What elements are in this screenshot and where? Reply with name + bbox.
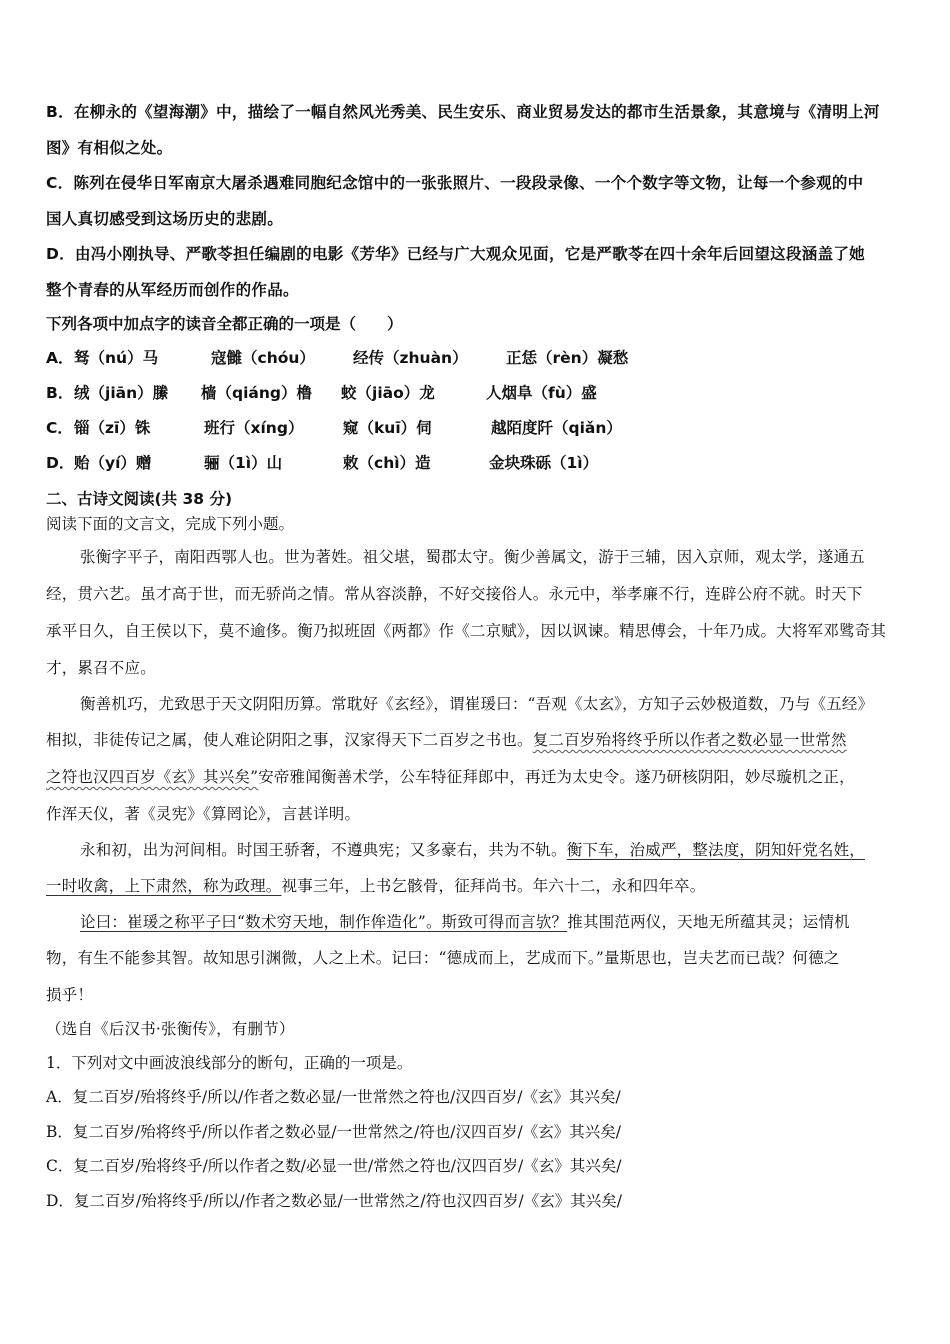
q2-c-item2: 班行（xíng） xyxy=(204,419,304,437)
q2-stem: 下列各项中加点字的读音全都正确的一项是（ ） xyxy=(46,315,403,333)
question1-stem: 1．下列对文中画波浪线部分的断句，正确的一项是。 xyxy=(46,1054,413,1072)
passage-p1-line3: 承平日久，自王侯以下，莫不逾侈。衡乃拟班固《两都》作《二京赋》，因以讽谏。精思傅会，十年乃成。大将军邓骘奇其 xyxy=(46,622,887,640)
q2-b-item1: 绒（jiān）縢 xyxy=(74,384,169,402)
passage-p4-line3: 损乎！ xyxy=(46,986,94,1004)
passage-p2-line1: 衡善机巧，尤致思于天文阴阳历算。常耽好《玄经》，谓崔瑗曰：“吾观《太玄》，方知子云妙极道数，乃与《五经》 xyxy=(80,695,874,713)
passage-p3-line1 xyxy=(80,832,865,868)
wavy-underline-segment-2: 之符也汉四百岁《玄》其兴矣” xyxy=(46,768,259,786)
q2-row-d xyxy=(46,445,906,481)
q2-a-item1: 驽（nú）马 xyxy=(74,349,159,367)
q2-b-label: B． xyxy=(46,384,74,402)
passage-p1-line4: 才，累召不应。 xyxy=(46,659,156,677)
passage-p2-line3 xyxy=(46,759,855,795)
passage-p1-line1: 张衡字平子，南阳西鄂人也。世为著姓。祖父堪，蜀郡太守。衡少善属文，游于三辅，因入京师，观太学，遂通五 xyxy=(80,548,866,566)
wavy-underline-segment-1: 复二百岁殆将终乎所以作者之数必显一世常然 xyxy=(532,731,847,749)
passage-p2-line4: 作浑天仪，著《灵宪》《算罔论》，言甚详明。 xyxy=(46,805,361,823)
passage-p3-line2 xyxy=(46,868,705,904)
q2-a-item2: 寇雠（chóu） xyxy=(211,349,315,367)
option-d-line1: D．由冯小刚执导、严歌苓担任编剧的电影《芳华》已经与广大观众见面，它是严歌苓在四十余年后回望这段涵盖了她 xyxy=(46,245,865,263)
passage-p3-line2-plain: 视事三年，上书乞骸骨，征拜尚书。年六十二，永和四年卒。 xyxy=(281,877,706,895)
option-c-line2: 国人真切感受到这场历史的悲剧。 xyxy=(46,210,284,228)
q2-a-item3: 经传（zhuàn） xyxy=(353,349,468,367)
section-heading: 二、古诗文阅读(共 38 分) xyxy=(46,490,233,508)
q2-c-item1: 锱（zī）铢 xyxy=(74,419,151,437)
q2-c-item4: 越陌度阡（qiǎn） xyxy=(491,419,622,437)
passage-p4-line1 xyxy=(80,904,850,940)
passage-p1-line2: 经，贯六艺。虽才高于世，而无骄尚之情。常从容淡静，不好交接俗人。永元中，举孝廉不行，连辟公府不就。时天下 xyxy=(46,585,863,603)
section-instruction: 阅读下面的文言文，完成下列小题。 xyxy=(46,515,295,533)
q2-d-item3: 敕（chì）造 xyxy=(343,454,431,472)
q2-b-item3: 蛟（jiāo）龙 xyxy=(341,384,435,402)
q2-a-label: A． xyxy=(46,349,74,367)
passage-p4-line2: 物，有生不能参其智。故知思引渊微，人之上术。记曰：“德成而上，艺成而下。”量斯思也，岂夫艺而已哉？何德之 xyxy=(46,949,840,967)
option-b-line1: B．在柳永的《望海潮》中，描绘了一幅自然风光秀美、民生安乐、商业贸易发达的都市生活景象，其意境与《清明上河 xyxy=(46,103,880,121)
q2-c-item3: 窥（kuī）伺 xyxy=(343,419,432,437)
q2-d-item4: 金块珠砾（1ì） xyxy=(489,454,599,472)
q2-d-item1: 贻（yí）赠 xyxy=(74,454,152,472)
q2-d-item2: 骊（1ì）山 xyxy=(204,454,283,472)
q2-c-label: C． xyxy=(46,419,73,437)
question1-option-d: D．复二百岁/殆将终乎/所以/作者之数必显/一世常然之/符也汉四百岁/《玄》其兴矣/ xyxy=(46,1192,622,1210)
underline-segment-2: 一时收禽，上下肃然，称为政理。 xyxy=(46,877,282,895)
option-c-line1: C．陈列在侵华日军南京大屠杀遇难同胞纪念馆中的一张张照片、一段段录像、一个个数字等文物，让每一个参观的中 xyxy=(46,174,864,192)
q2-row-a xyxy=(46,340,906,376)
option-d-line2: 整个青春的从军经历而创作的作品。 xyxy=(46,281,299,299)
q2-b-item4: 人烟阜（fù）盛 xyxy=(486,384,597,402)
underline-segment-3: 论曰：崔瑗之称平子曰“数术穷天地，制作侔造化”。斯致可得而言欤？ xyxy=(80,913,568,931)
passage-p3-line1-plain: 永和初，出为河间相。时国王骄奢，不遵典宪；又多豪右，共为不轨。 xyxy=(80,841,567,859)
underline-segment-1: 衡下车，治威严，整法度，阴知奸党名姓， xyxy=(566,841,866,859)
q2-row-b xyxy=(46,375,906,411)
passage-p2-line2 xyxy=(46,722,847,758)
q2-row-c xyxy=(46,410,906,446)
passage-p2-line3-plain: 安帝雅闻衡善术学，公车特征拜郎中，再迁为太史令。遂乃研核阴阳，妙尽璇机之正， xyxy=(258,768,855,786)
passage-p2-line2-plain: 相拟，非徒传记之属，使人难论阴阳之事，汉家得天下二百岁之书也。 xyxy=(46,731,533,749)
question1-option-a: A．复二百岁/殆将终乎/所以/作者之数必显/一世常然之符也/汉四百岁/《玄》其兴矣/ xyxy=(46,1088,621,1106)
q2-b-item2: 樯（qiáng）橹 xyxy=(201,384,312,402)
q2-a-item4: 正恁（rèn）凝愁 xyxy=(506,349,629,367)
q2-d-label: D． xyxy=(46,454,75,472)
passage-source: （选自《后汉书·张衡传》，有删节） xyxy=(46,1020,295,1038)
question1-option-c: C．复二百岁/殆将终乎/所以作者之数/必显一世/常然之符也/汉四百岁/《玄》其兴矣/ xyxy=(46,1157,622,1175)
option-b-line2: 图》有相似之处。 xyxy=(46,139,173,157)
question1-option-b: B．复二百岁/殆将终乎/所以作者之数必显/一世常然之/符也/汉四百岁/《玄》其兴矣/ xyxy=(46,1123,621,1141)
passage-p4-line1-plain: 推其围范两仪，天地无所蕴其灵；运情机 xyxy=(567,913,850,931)
